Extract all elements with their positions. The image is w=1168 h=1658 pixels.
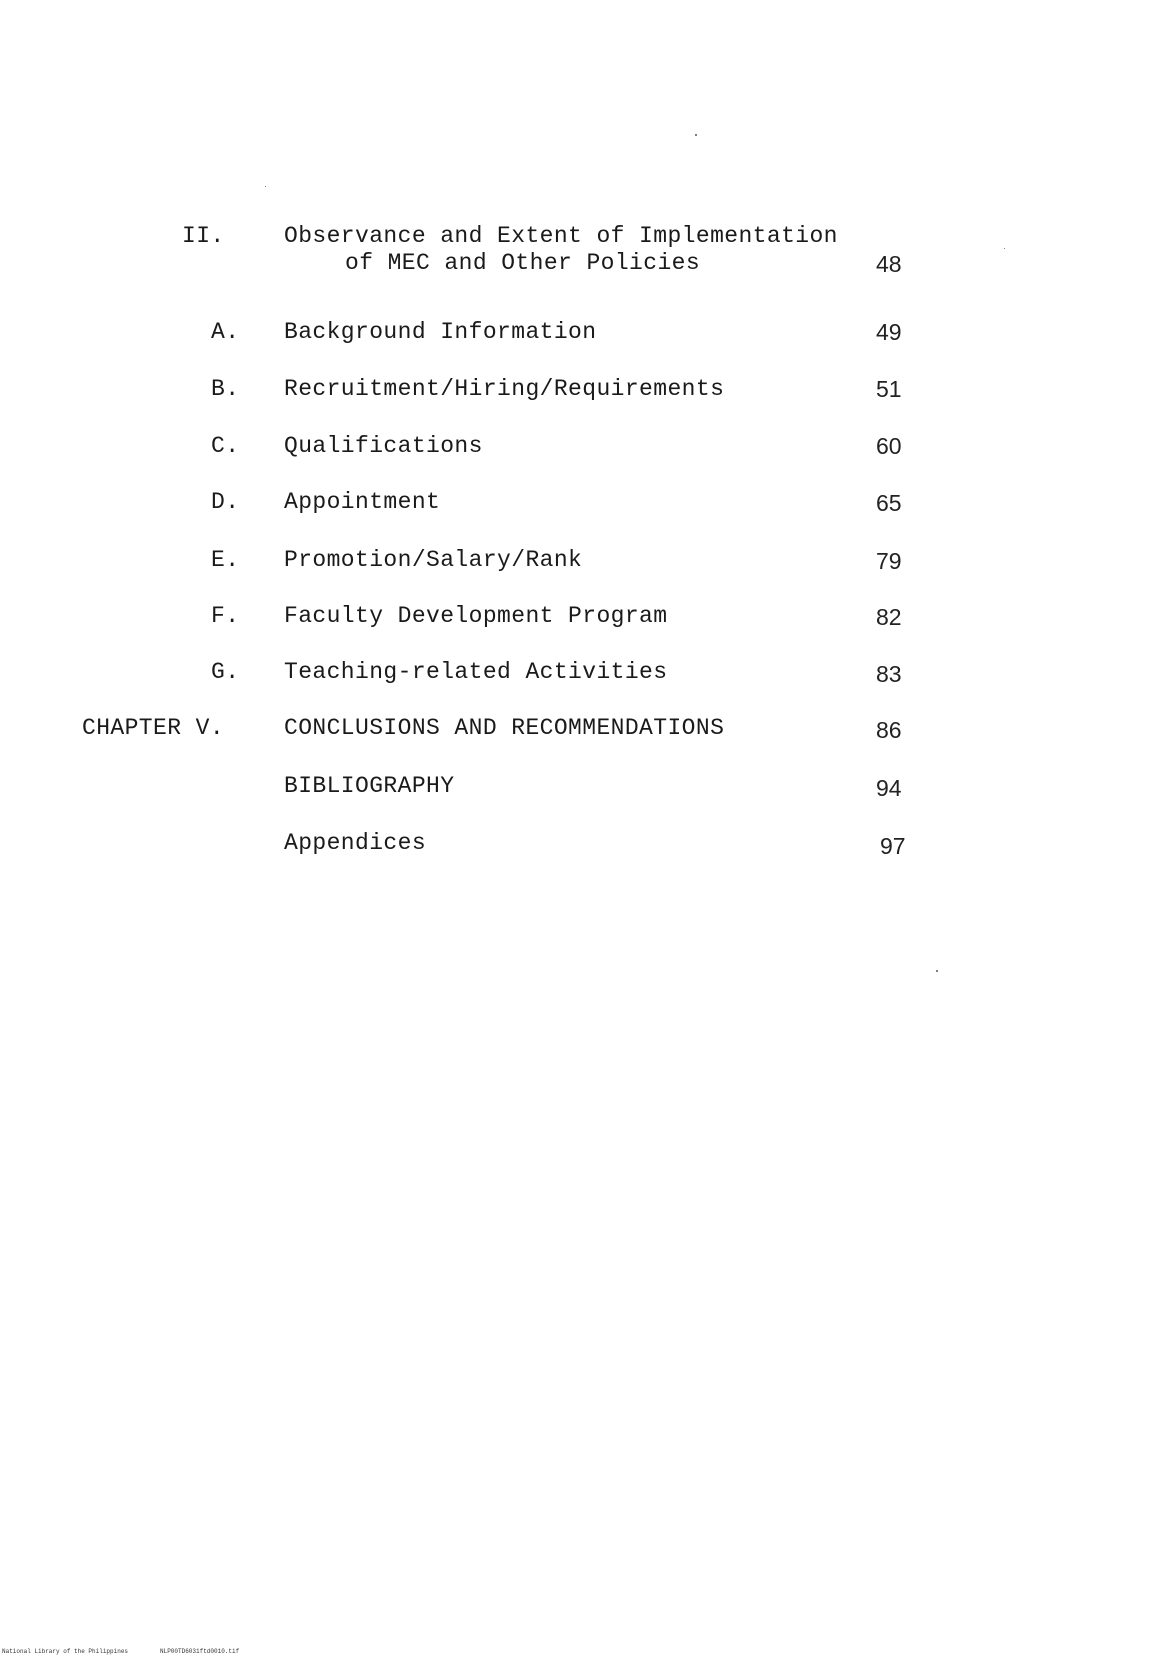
toc-title-bibliography: BIBLIOGRAPHY [284, 773, 455, 799]
toc-page-appendices: 97 [880, 833, 906, 859]
toc-title-appendices: Appendices [284, 830, 427, 856]
toc-title-g: Teaching-related Activities [284, 659, 668, 685]
toc-page-b: 51 [876, 376, 902, 402]
toc-marker-e: E. [211, 547, 240, 573]
toc-page-e: 79 [876, 548, 902, 574]
toc-page-section-ii: 48 [876, 251, 902, 277]
toc-marker-b: B. [211, 376, 240, 402]
toc-title-b: Recruitment/Hiring/Requirements [284, 376, 725, 402]
toc-title-section-ii-line1: Observance and Extent of Implementation [284, 223, 838, 249]
scan-speck [695, 134, 697, 136]
footer-filename: NLP00TD6031ftd0010.tif [160, 1648, 240, 1655]
toc-marker-chapter-v: CHAPTER V. [82, 715, 225, 741]
toc-title-e: Promotion/Salary/Rank [284, 547, 583, 573]
footer-library: National Library of the Philippines [2, 1648, 129, 1655]
toc-marker-section-ii: II. [182, 223, 225, 249]
toc-marker-f: F. [211, 603, 240, 629]
toc-marker-d: D. [211, 489, 240, 515]
scan-speck [1004, 248, 1005, 249]
toc-title-c: Qualifications [284, 433, 483, 459]
toc-page-g: 83 [876, 661, 902, 687]
scan-speck [265, 186, 266, 187]
toc-page-d: 65 [876, 490, 902, 516]
toc-marker-g: G. [211, 659, 240, 685]
toc-page-chapter-v: 86 [876, 717, 902, 743]
toc-title-d: Appointment [284, 489, 441, 515]
toc-title-section-ii-line2: of MEC and Other Policies [345, 250, 701, 276]
toc-page-a: 49 [876, 319, 902, 345]
toc-page-f: 82 [876, 604, 902, 630]
scan-speck [936, 970, 938, 972]
toc-title-f: Faculty Development Program [284, 603, 668, 629]
toc-page-c: 60 [876, 433, 902, 459]
toc-marker-c: C. [211, 433, 240, 459]
toc-page-bibliography: 94 [876, 775, 902, 801]
toc-marker-a: A. [211, 319, 240, 345]
toc-title-a: Background Information [284, 319, 597, 345]
toc-title-chapter-v: CONCLUSIONS AND RECOMMENDATIONS [284, 715, 725, 741]
